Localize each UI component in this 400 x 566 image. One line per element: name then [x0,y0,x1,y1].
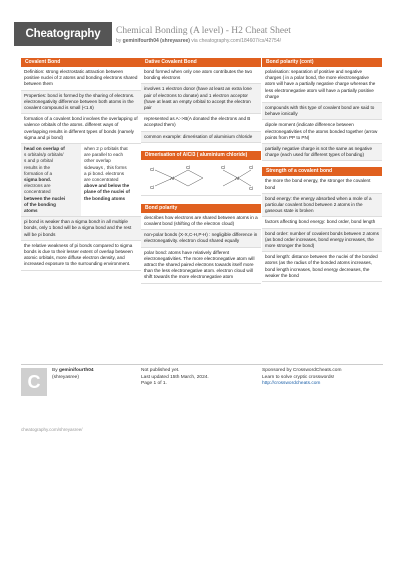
atom-label: Cl [186,164,191,170]
byline [116,38,281,44]
sigma-line: concentrated [24,189,51,195]
sigma-line: formation of a [24,170,53,176]
sigma-bond-description [21,144,81,216]
sponsor-tagline: Learn to solve cryptic crosswords! [262,374,335,380]
polarity-cont-row: partially negative charge is not the same as negative charge (each used for different types of bonding) [262,144,382,161]
pi-line: are parallel to each [84,152,124,158]
strength-row: bond order: number of covalent bonds between 2 atoms (as bond order increases, bond energy increases, the more stronger the bond) [262,229,382,253]
polarity-row: describes how electrons are shared between atoms in a covalent bond (shifting of the electron cloud) [141,213,261,230]
author-link[interactable]: geminifourth04 (shreyasree) [122,38,190,44]
al2cl6-svg [143,162,259,194]
pi-line: plane of the nuclei of [84,189,130,195]
section-heading-bond-strength: Strength of a covalent bond [262,167,382,176]
column-3 [262,58,382,282]
polarity-cont-row: compounds with this type of covalent bond are said to behave ionically [262,103,382,120]
sigma-line: s and p orbital [24,158,53,164]
polarity-row: polar bond: atoms have relatively different electronegativities. The more electronegative atom will attract the shared paired electrons towards itself more than the less electronegative atom. electron cloud will shift towards the more electronegative atom [141,248,261,284]
footer-divider [21,364,383,365]
strength-row: the more the bond energy, the stronger the covalent bond [262,176,382,193]
pi-line: are concentrated [84,177,119,183]
footer-sponsor [262,368,341,388]
atom-label: Cl [150,166,155,172]
polarity-cont-row: polarisation: separation of positive and negative charges ( in a polar bond, the more electronegative atom will have a partially negative charge whereas the less electronegative atom will have a partially positive charge [262,67,382,103]
sigma-line: between the nuclei [24,195,66,201]
footer-author-block [52,368,94,381]
pi-line: other overlap [84,158,111,164]
cheatography-logo[interactable]: Cheatography [14,22,112,46]
pi-line: the bonding atoms [84,195,126,201]
published-status: Not published yet. [141,368,180,373]
author-avatar[interactable]: C [21,368,47,396]
polarity-row: non-polar bonds (X-X,C-H,P-H) : negligible difference in electronegativity. electron cloud shared equally [141,230,261,247]
column-1 [21,58,141,271]
dative-row: bond formed when only one atom contributes the two bonding electrons [141,67,261,84]
footer-publish-info [141,368,209,388]
last-updated: Last updated 15th March, 2024. [141,374,209,380]
footer-by-label: By [52,368,59,373]
atom-label: Cl [150,184,155,190]
atom-label: Cl [221,164,226,170]
covalent-definition: Definition: strong electrostatic attraction between positive nuclei of 2 atoms and bonding electrons shared between them [21,67,141,91]
sigma-pi-comparison [21,144,141,217]
al2cl6-structure-diagram [141,160,261,196]
sigma-line: s orbitals/p orbitals/ [24,152,64,158]
pi-line: a pi bond. electrons [84,170,125,176]
strength-row: bond length: distance between the nuclei of the bonded atoms (as the radius of the bonded atoms increases, bond length increases, bond energy decreases, the weaker the bond [262,252,382,282]
column-2 [141,58,261,284]
atom-label: Cl [249,185,254,191]
polarity-cont-row: dipole moment (indicate difference between electronegativities of the atoms bonded together (arrow points from PP to PN) [262,120,382,144]
sponsor-text[interactable]: Sponsored by CrosswordCheats.com [262,368,342,373]
atom-label: Cl [249,164,254,170]
sponsor-link[interactable]: http://crosswordcheats.com [262,381,321,386]
atom-label: Al [170,175,175,181]
dative-row: represented as A:->B(A donated the electrons and B accepted them) [141,114,261,131]
sigma-line: sigma bond. [24,177,52,183]
footer-author-url[interactable]: cheatography.com/shreyasree/ [21,427,83,432]
dative-row: common example: dimerisation of aluminium chloride [141,132,261,143]
section-heading-bond-polarity-cont: Bond polarity (cont) [262,58,382,67]
page-header [0,0,400,50]
pi-bond-overlap: the relative weakness of pi bonds compared to sigma bonds is due to their lesser extent of overlap between atomic orbitals, more diffuse electron density, and increased exposure to the surrounding environment. [21,241,141,271]
byline-via: via [189,38,200,44]
covalent-properties: Properties: bond is formed by the sharing of electrons. electronegativity difference between both atoms in the covalent compound is small (<1.6) [21,91,141,115]
sheet-url-link[interactable]: cheatography.com/184607/cs/42754/ [199,38,282,44]
sigma-line: electrons are [24,183,51,189]
pi-bond-description [81,144,141,216]
section-heading-covalent-bond: Covalent Bond [21,58,141,67]
section-heading-dative-bond: Dative Covalent Bond [141,58,261,67]
strength-row: bond energy: the energy absorbed when a mole of a particular covalent bond between 2 atoms in the gaseous state is broken [262,194,382,218]
footer-author-link[interactable]: geminifourth04 [58,368,94,373]
sigma-line: head on overlap of [24,146,65,152]
sigma-line: atoms [24,208,38,214]
section-heading-dimerisation: Dimerisation of AlCl3 ( aluminium chloride) [141,151,261,160]
pi-bond-weaker: pi bond is weaker than a sigma bond! in all multiple bonds, only 1 bond will be a sigma bond and the rest will be pi bonds [21,217,141,241]
pi-line: when 2 p orbitals that [84,146,128,152]
covalent-formation: formation of a covalent bond involves the overlapping of valence orbitals of the atoms. different ways of overlapping results in different types of bonds (namely sigma and pi bond) [21,114,141,144]
footer-handle: (shreyasree) [52,374,79,380]
dative-row: involves 1 electron donor (have at least an extra lone pair of electrons to donate) and 1 electron acceptor (have at least an empty orbital to accept the electron pair [141,84,261,114]
pi-line: above and below the [84,183,130,189]
page-count: Page 1 of 1. [141,381,167,386]
pi-line: sideways , this forms [84,164,127,170]
spacer [141,196,261,204]
sigma-line: results in the [24,164,51,170]
spacer [141,143,261,151]
section-heading-bond-polarity: Bond polarity [141,204,261,213]
byline-prefix: by [116,38,123,44]
page-title: Chemical Bonding (A level) - H2 Cheat Sheet [116,26,291,36]
atom-label: Al [235,175,240,181]
strength-row: factors affecting bond energy: bond order, bond length [262,217,382,228]
sigma-line: of the bonding [24,201,56,207]
